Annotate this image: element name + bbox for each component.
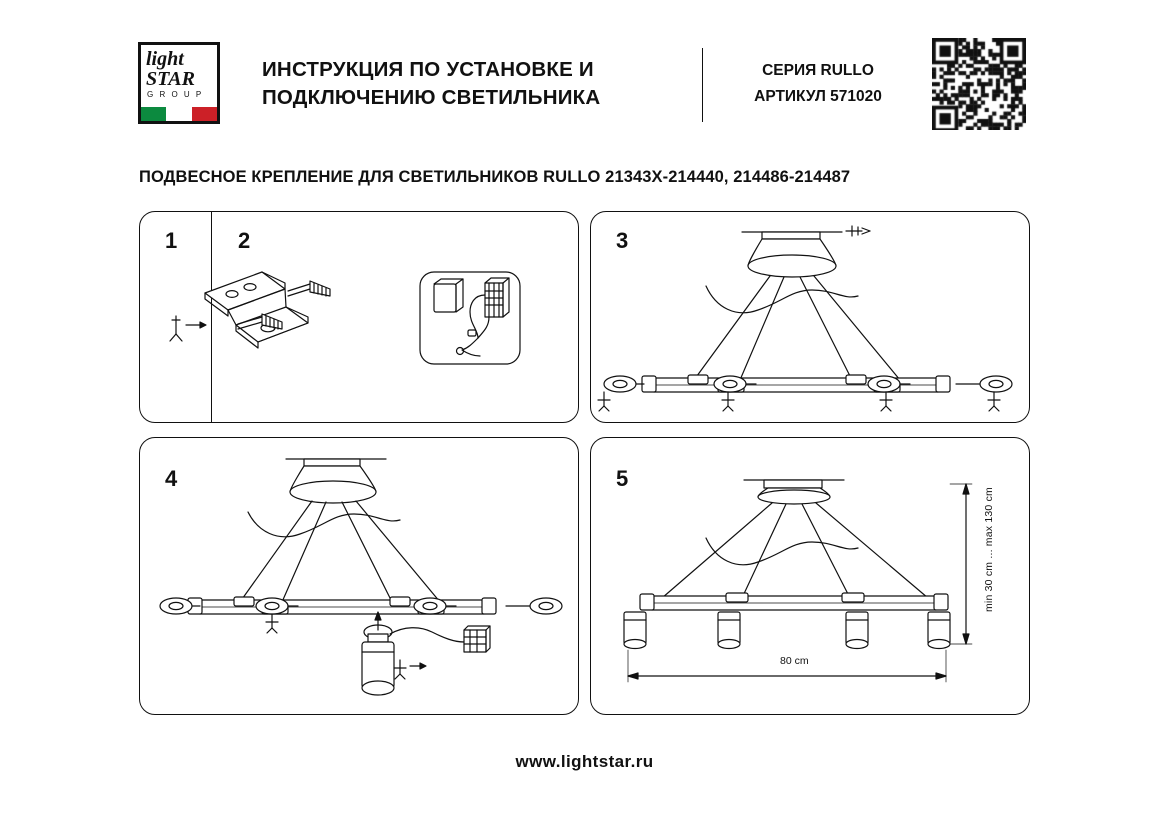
- step-number-3: 3: [616, 228, 629, 253]
- footer-url: www.lightstar.ru: [515, 752, 654, 771]
- terminal-block-wiring-diagram: [420, 272, 520, 364]
- lamp-module-icon: [718, 612, 740, 649]
- hex-key-icon: [266, 614, 278, 633]
- step-number-4: 4: [165, 466, 178, 491]
- section-subtitle: ПОДВЕСНОЕ КРЕПЛЕНИЕ ДЛЯ СВЕТИЛЬНИКОВ RULLO 21343X-214440, 214486-214487: [139, 168, 851, 186]
- hex-key-icon: [394, 660, 426, 679]
- screw-icon: [846, 226, 870, 236]
- page-title-line-1: ИНСТРУКЦИЯ ПО УСТАНОВКЕ И: [262, 58, 594, 81]
- step-number-5: 5: [616, 466, 629, 491]
- article-label: АРТИКУЛ 571020: [754, 88, 882, 105]
- hex-key-icon: [598, 392, 610, 411]
- width-dimension-label: 80 cm: [780, 655, 809, 667]
- logo-line-2: STAR: [146, 68, 195, 90]
- hex-key-icon: [722, 392, 734, 411]
- assembly-marker-icon: [170, 316, 206, 341]
- series-label: СЕРИЯ RULLO: [762, 62, 874, 79]
- lamp-module-icon: [362, 612, 394, 695]
- height-dimension-line: [950, 484, 972, 644]
- lamp-module-installation-diagram: [160, 459, 562, 695]
- screw-icon: [288, 281, 330, 296]
- connector-block-icon: [464, 626, 490, 652]
- canopy-and-bar-assembly-diagram: [598, 226, 1012, 411]
- logo-line-3: G R O U P: [147, 90, 204, 99]
- step-number-2: 2: [238, 228, 251, 253]
- height-dimension-label: min 30 cm ... max 130 cm: [983, 487, 995, 613]
- lamp-module-icon: [846, 612, 868, 649]
- mounting-bracket-with-screws-diagram: [170, 272, 330, 348]
- logo-line-1: light: [146, 48, 184, 70]
- hex-key-icon: [880, 392, 892, 411]
- lamp-module-icon: [624, 612, 646, 649]
- lamp-module-icon: [928, 612, 950, 649]
- page-title-line-2: ПОДКЛЮЧЕНИЮ СВЕТИЛЬНИКА: [262, 86, 601, 109]
- finished-fixture-dimensions-diagram: [624, 480, 972, 682]
- hex-key-icon: [988, 392, 1000, 411]
- step-number-1: 1: [165, 228, 178, 253]
